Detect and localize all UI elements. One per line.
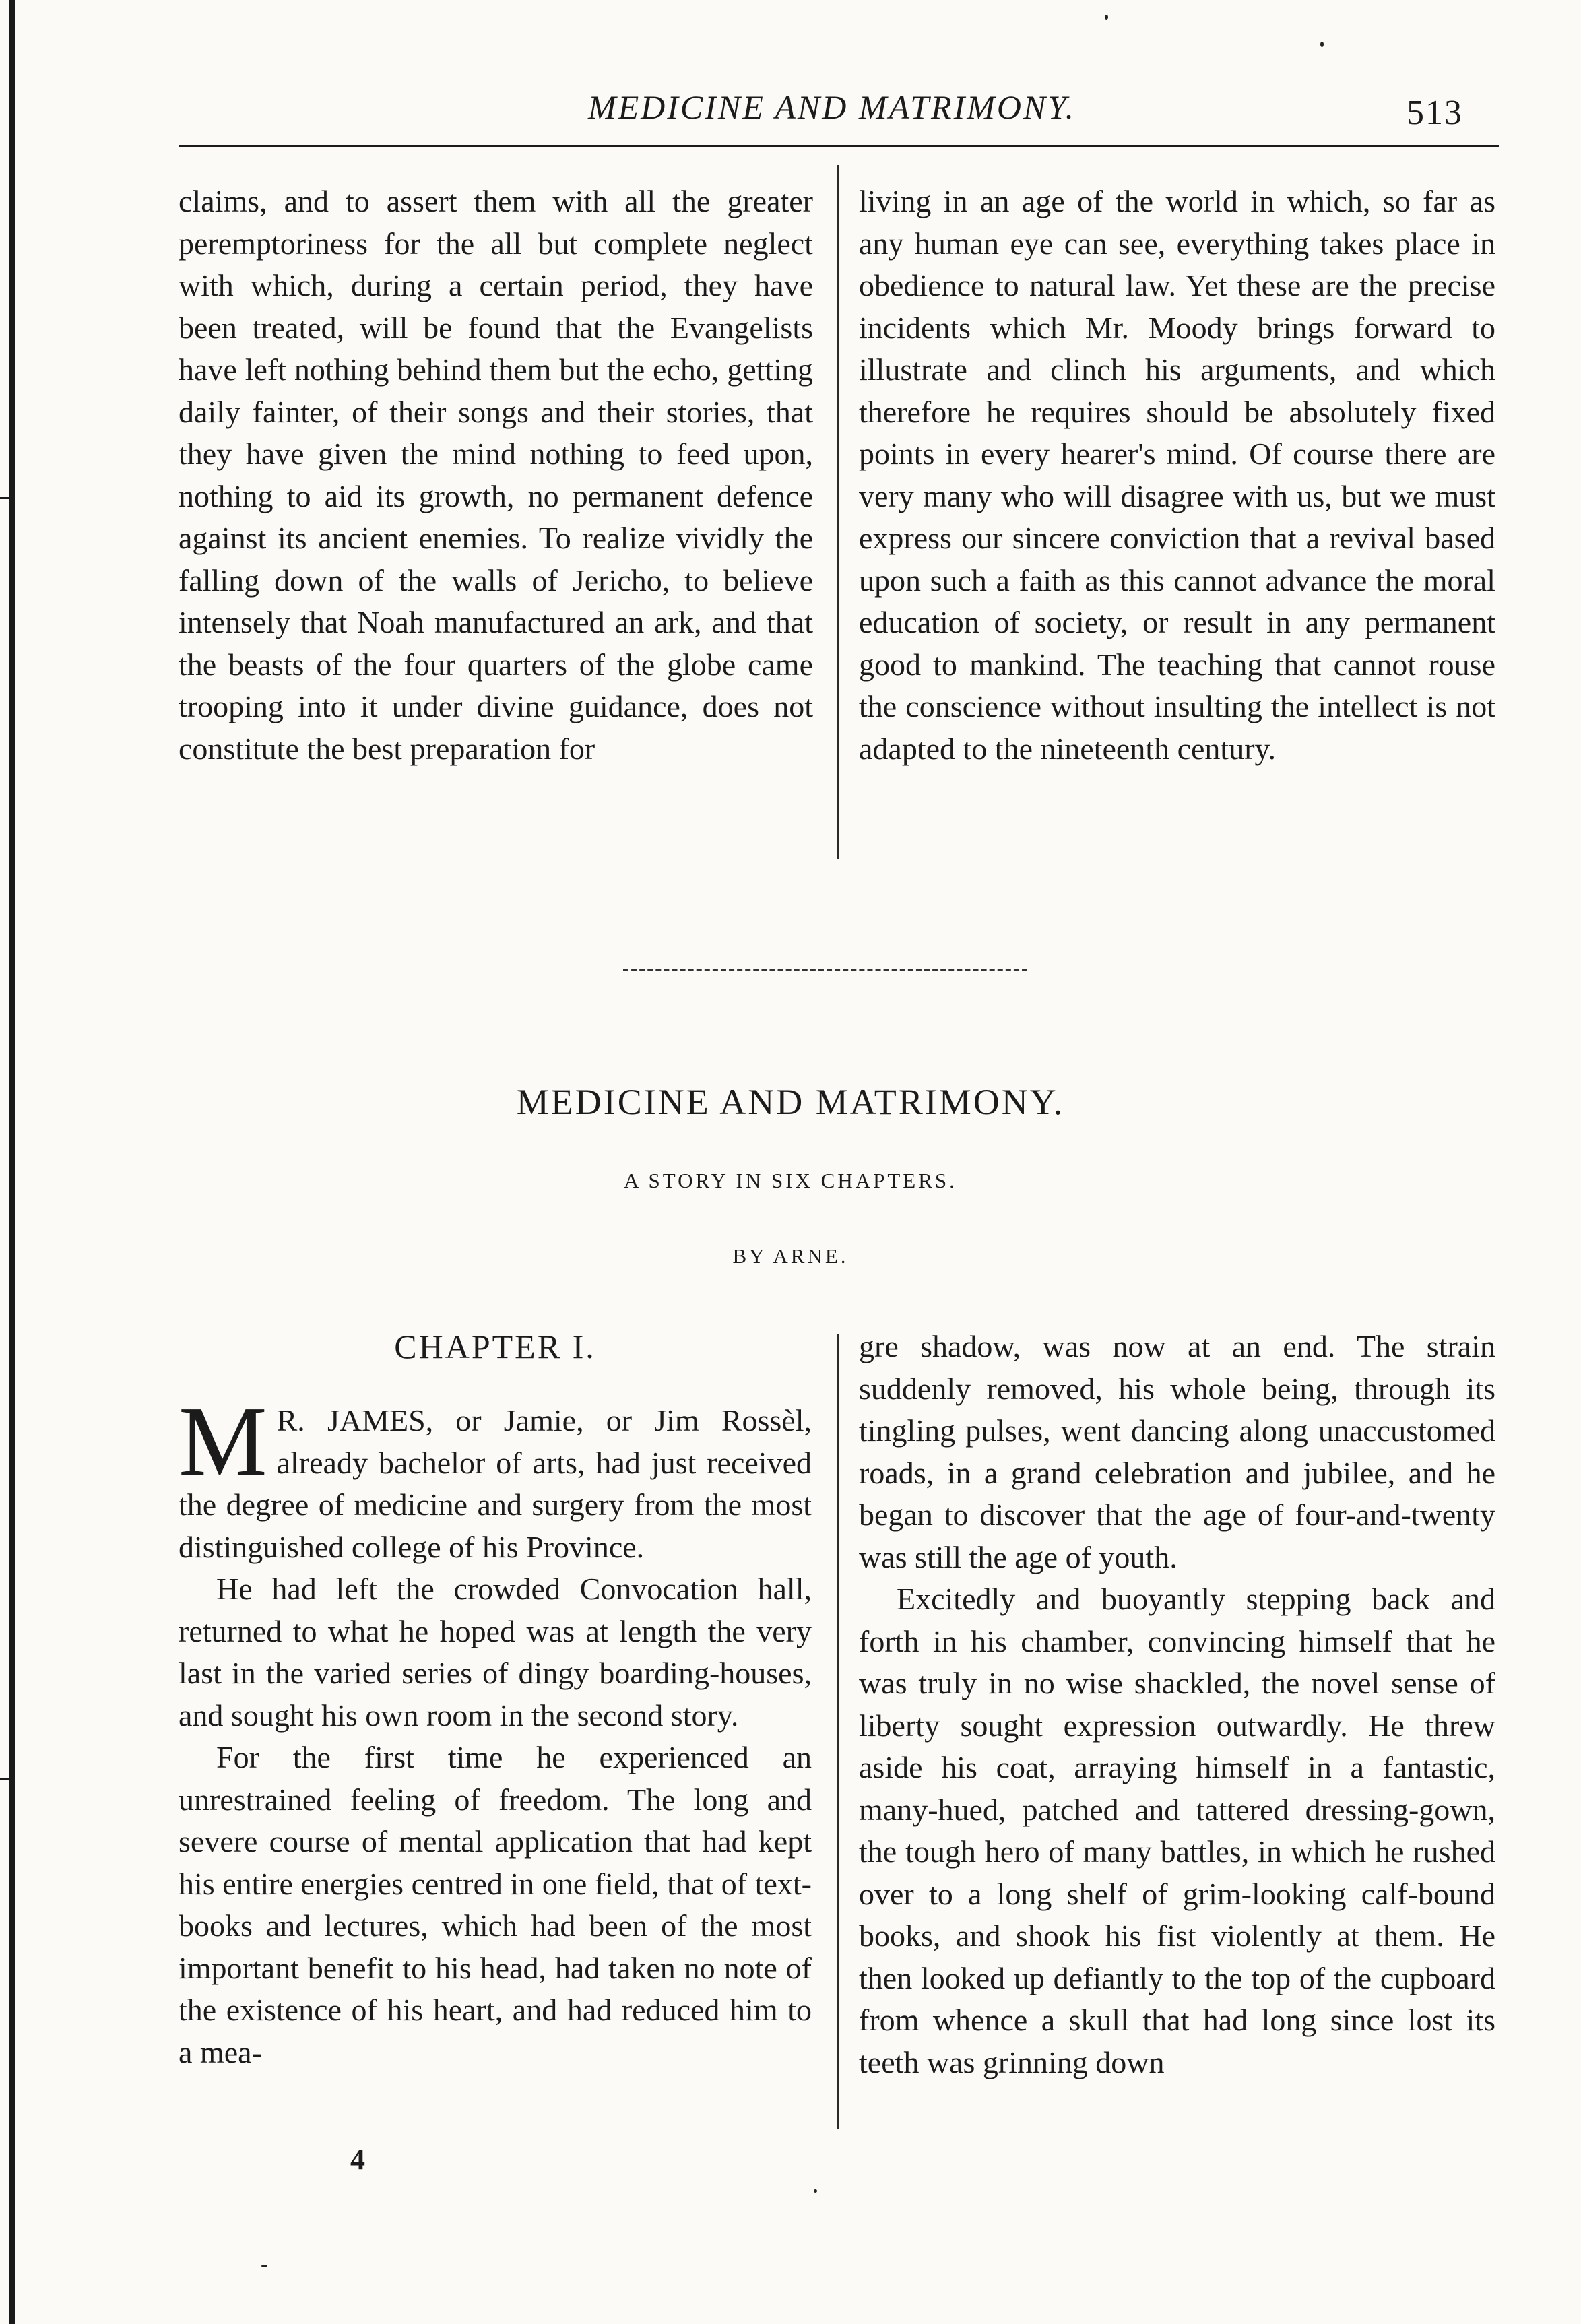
- header-rule: [179, 145, 1499, 147]
- article-left-text: claims, and to assert them with all the greater peremptoriness for the all but complete neglect with which, during a certain period, they have been treated, will be found that the Evangelists have left nothing behind them but the echo, getting daily fainter, of their songs and their stories, that they have given the mind nothing to feed upon, nothing to aid its growth, no permanent defence against its ancient enemies. To realize vividly the falling down of the walls of Jericho, to believe intensely that Noah manufactured an ark, and that the beasts of the four quarters of the globe came trooping into it under divine guidance, does not constitute the best preparation for: [179, 184, 813, 766]
- ink-speck: [1320, 42, 1324, 47]
- story-title: MEDICINE AND MATRIMONY.: [516, 1082, 1065, 1122]
- story-paragraph: gre shadow, was now at an end. The strain suddenly removed, his whole being, through its tingling pulses, went dancing along unaccustomed roads, in a grand celebration and jubilee, and he began to discover that the age of four-and-twenty was still the age of youth.: [859, 1329, 1495, 1574]
- story-left-column: [179, 1386, 812, 2073]
- story-paragraph: He had left the crowded Convocation hall, returned to what he hoped was at length the very last in the varied series of dingy boarding-houses, and sought his own room in the second story.: [179, 1572, 812, 1733]
- story-byline: BY ARNE.: [732, 1244, 849, 1268]
- binding-tick: [0, 1778, 12, 1780]
- drop-cap: M: [179, 1386, 267, 1497]
- story-subtitle: A STORY IN SIX CHAPTERS.: [624, 1169, 957, 1192]
- binding-tick: [0, 497, 15, 499]
- section-separator: [623, 969, 1027, 971]
- running-title: MEDICINE AND MATRIMONY.: [587, 88, 1076, 126]
- story-right-column: [859, 1326, 1495, 2084]
- ink-speck: [814, 2189, 817, 2193]
- column-divider: [837, 165, 839, 859]
- story-paragraph-text: R. JAMES, or Jamie, or Jim Rossèl, already bachelor of arts, had just received the degree of medicine and surgery from the most distinguished college of his Province.: [179, 1403, 812, 1564]
- article-right-column: [859, 181, 1495, 770]
- article-left-column: [179, 181, 813, 770]
- article-right-text: living in an age of the world in which, so far as any human eye can see, everything takes place in obedience to natural law. Yet these are the precise incidents which Mr. Moody brings forward to illustrate and clinch his arguments, and which therefore he requires should be absolutely fixed points in every hearer's mind. Of course there are very many who will disagree with us, but we must express our sincere conviction that a revival based upon such a faith as this cannot advance the moral education of society, or result in any permanent good to mankind. The teaching that cannot rouse the conscience without insulting the intellect is not adapted to the nineteenth century.: [859, 184, 1495, 766]
- column-divider: [837, 1334, 839, 2129]
- story-paragraph: [179, 1386, 812, 1568]
- ink-speck: [261, 2265, 267, 2267]
- chapter-heading: CHAPTER I.: [394, 1328, 596, 1365]
- page-binding-edge: [9, 0, 15, 2324]
- ink-speck: [1105, 15, 1108, 20]
- page-number: 513: [1407, 94, 1463, 132]
- story-paragraph: For the first time he experienced an unrestrained feeling of freedom. The long and severe course of mental application that had kept his entire energies centred in one field, that of text-books and lectures, which had been of the most important benefit to his head, had taken no note of the existence of his heart, and had reduced him to a mea-: [179, 1740, 812, 2069]
- story-paragraph: Excitedly and buoyantly stepping back and forth in his chamber, convincing himself that he was truly in no wise shackled, the novel sense of liberty sought expression outwardly. He threw aside his coat, arraying himself in a fantastic, many-hued, patched and tattered dressing-gown, the tough hero of many battles, in which he rushed over to a long shelf of grim-looking calf-bound books, and shook his fist violently at them. He then looked up defiantly to the top of the cupboard from whence a skull that had long since lost its teeth was grinning down: [859, 1582, 1495, 2079]
- signature-mark: 4: [350, 2143, 365, 2176]
